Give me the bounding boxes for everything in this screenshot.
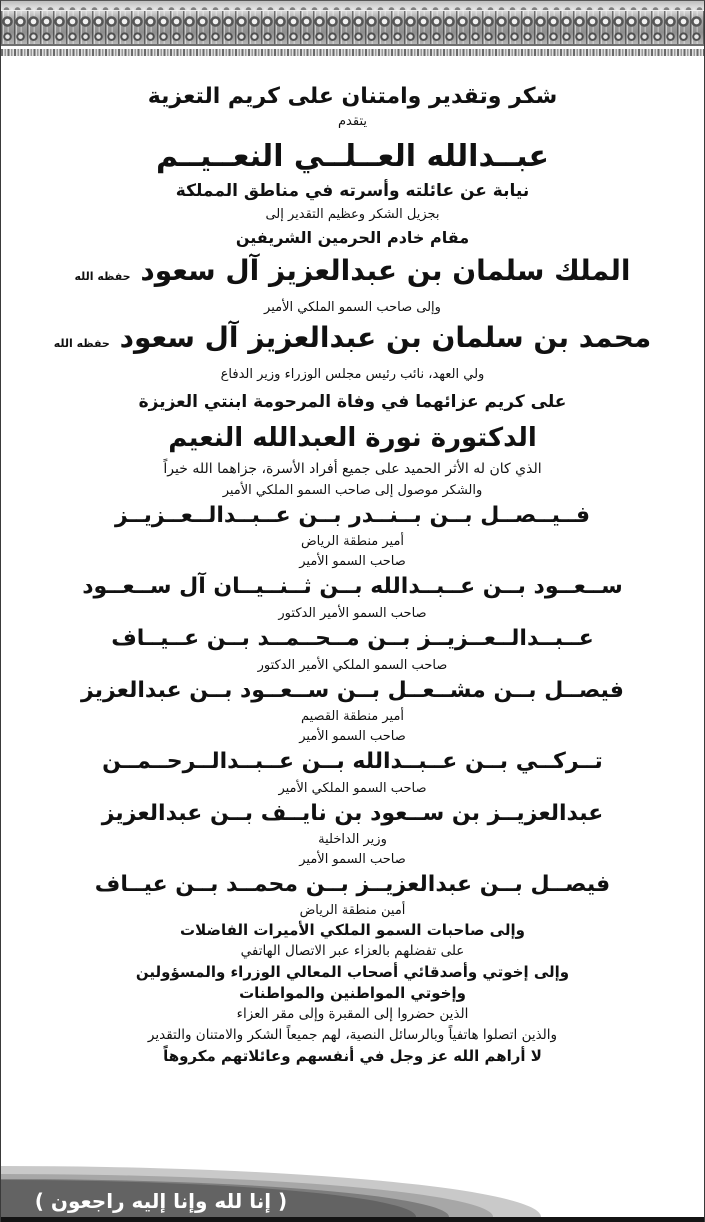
closing-section — [1, 921, 704, 1066]
ornamental-top-border — [1, 1, 704, 56]
presenter-intro: يتقدم — [338, 114, 367, 129]
prince-entry — [1, 482, 704, 550]
prince-pre-title: صاحب السمو الأمير — [299, 554, 406, 569]
condolence-occasion: على كريم عزائهما في وفاة المرحومة ابنتي العزيزة — [138, 392, 567, 412]
ornament-scallop-row — [1, 1, 704, 10]
closing-line: وإخوتي المواطنين والمواطنات — [239, 984, 466, 1002]
closing-line: والذين اتصلوا هاتفياً وبالرسائل النصية، لهم جميعاً الشكر والامتنان والتقدير — [147, 1027, 558, 1043]
on-behalf-line: نيابة عن عائلته وأسرته في مناطق المملكة — [175, 181, 530, 201]
prince-name: فــيــصــل بــن بــنــدر بــن عــبــدالــعــزيــز — [114, 503, 591, 528]
footer-ribbon — [1, 1160, 704, 1222]
closing-line: وإلى صاحبات السمو الملكي الأميرات الفاضلات — [180, 921, 525, 939]
gratitude-line: بجزيل الشكر وعظيم التقدير إلى — [265, 207, 440, 222]
king-name-line — [1, 252, 704, 296]
crown-prince-post-title: ولي العهد، نائب رئيس مجلس الوزراء وزير الدفاع — [220, 367, 485, 382]
bottom-black-bar — [1, 1217, 704, 1222]
crown-prince-name: محمد بن سلمان بن عبدالعزيز آل سعود — [119, 321, 652, 354]
prince-sub-title: أمير منطقة الرياض — [300, 534, 405, 549]
prince-name: عــبــدالــعــزيــز بــن مــحــمــد بــن عــيــاف — [111, 626, 594, 651]
prince-name: ســعــود بــن عــبــدالله بــن ثــنــيــان آل ســعــود — [82, 574, 623, 599]
prince-pre-title: صاحب السمو الملكي الأمير الدكتور — [257, 658, 448, 673]
king-pre-title: مقام خادم الحرمين الشريفين — [235, 228, 470, 247]
ornament-chain-row — [1, 49, 704, 56]
prince-name: تــركــي بــن عــبــدالله بــن عــبــدالــرحــمــن — [102, 749, 603, 774]
prince-name: فيصــل بــن مشــعــل بــن ســعــود بــن عبدالعزيز — [81, 678, 624, 703]
ad-body — [1, 56, 704, 1066]
king-name: الملك سلمان بن عبدالعزيز آل سعود — [140, 254, 631, 287]
ad-title: شكر وتقدير وامتنان على كريم التعزية — [147, 84, 558, 109]
crown-prince-name-line — [1, 319, 704, 363]
ornament-main-row — [1, 10, 704, 46]
prince-entry — [1, 780, 704, 848]
prince-pre-title: صاحب السمو الأمير — [299, 729, 406, 744]
presenter-name: عبــدالله العــلــي النعــيــم — [155, 139, 550, 174]
closing-line: على تفضلهم بالعزاء عبر الاتصال الهاتفي — [240, 943, 465, 959]
prince-entry — [1, 605, 704, 654]
quran-verse: ( إنا لله وإنا إليه راجعون ) — [34, 1189, 288, 1213]
crown-prince-pre-title: وإلى صاحب السمو الملكي الأمير — [264, 300, 441, 315]
prince-pre-title: صاحب السمو الأمير — [299, 852, 406, 867]
crown-prince-blessing-note: حفظه الله — [53, 337, 110, 350]
prince-pre-title: صاحب السمو الملكي الأمير — [278, 781, 427, 796]
king-blessing-note: حفظه الله — [74, 270, 131, 283]
deceased-name: الدكتورة نورة العبدالله النعيم — [168, 423, 537, 453]
prince-sub-title: أمير منطقة القصيم — [300, 709, 405, 724]
closing-line: الذين حضروا إلى المقبرة وإلى مقر العزاء — [236, 1006, 469, 1022]
prince-entry — [1, 728, 704, 777]
prince-pre-title: صاحب السمو الأمير الدكتور — [278, 606, 427, 621]
prince-name: عبدالعزيــز بن ســعود بن نايــف بــن عبدالعزيز — [101, 801, 604, 826]
deceased-tribute: الذي كان له الأثر الحميد على جميع أفراد الأسرة، جزاهما الله خيراً — [163, 461, 542, 477]
prince-entry — [1, 657, 704, 725]
prince-sub-title: أمين منطقة الرياض — [299, 903, 406, 918]
prince-name: فيصــل بــن عبدالعزيــز بــن محمــد بــن عيــاف — [94, 872, 611, 897]
closing-line: لا أراهم الله عز وجل في أنفسهم وعائلاتهم مكروهاً — [163, 1047, 542, 1065]
prince-entry — [1, 851, 704, 919]
prince-sub-title: وزير الداخلية — [318, 832, 387, 847]
prince-entry — [1, 553, 704, 602]
closing-line: وإلى إخوتي وأصدقائي أصحاب المعالي الوزراء والمسؤولين — [135, 963, 570, 981]
prince-pre-title: والشكر موصول إلى صاحب السمو الملكي الأمير — [222, 483, 483, 498]
